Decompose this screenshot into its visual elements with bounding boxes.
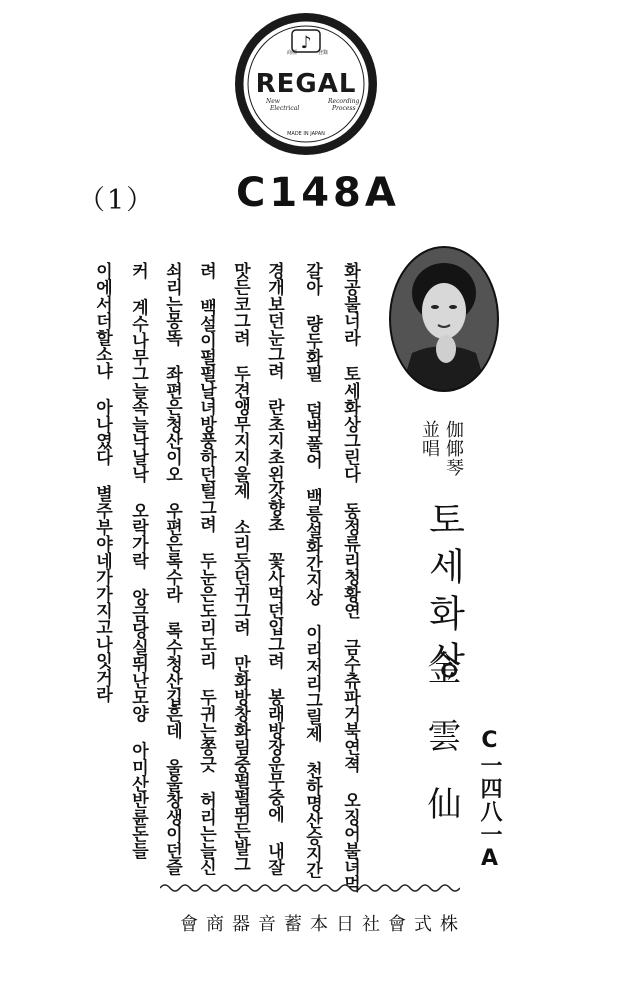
lyric-line: 커 계수나무그늘속늘낙날낙 오락가락 앙금당실뛰난모양 아미산반륜돈들 — [128, 262, 148, 859]
lyric-line: 경개보던눈그려 란초지초왼갓향초 꽃사먹던입그려 봉래방장운무중에 내잘 — [264, 262, 284, 876]
singer-portrait — [388, 245, 500, 393]
lyric-line: 화공불너라 토세화상그린다 동정류리청황연 금수츄파거북연젹 오징어불녀먹 — [340, 262, 360, 892]
svg-text:MADE IN JAPAN: MADE IN JAPAN — [287, 131, 325, 137]
lyric-line: 갈아 량두화필 덤벅풀어 백릉설화간지상 이리저리그릴제 천하명산승지간 — [302, 262, 322, 879]
wavy-divider — [160, 880, 460, 896]
catalog-number: C一四八一A — [477, 728, 502, 872]
svg-text:Process: Process — [332, 105, 356, 112]
page-number: （1） — [78, 185, 156, 216]
svg-text:New: New — [266, 98, 280, 105]
genre-label: 伽倻琴 — [443, 420, 464, 477]
company-name: 株式會社日本蓄音器商會 — [180, 914, 466, 935]
singer-name: 金雲仙 — [421, 650, 461, 854]
brand-name: REGAL — [255, 69, 357, 99]
lyric-line: 려 백설이펄펄날녀방풍하던털그려 두눈은도리도리 두귀는쫑긋 허리는늘신 — [196, 262, 216, 876]
lyric-line: 쇠리는몽똑 좌편은청산이오 우편은록수라 록수청산깁흔데 울울창생이던즐 — [162, 262, 182, 876]
catalog-title: C148A — [236, 170, 400, 216]
svg-text:♪: ♪ — [300, 33, 312, 53]
svg-text:Recording: Recording — [328, 98, 360, 105]
lyric-line: 맛든코그려 두견앵무지지울제 소리듯던귀그려 만화방창화림중펄펄뛰든발그 — [230, 262, 250, 873]
regal-record-label — [232, 10, 380, 158]
song-title: 토세화상 — [422, 500, 465, 688]
svg-text:Electrical: Electrical — [270, 105, 300, 112]
genre-label: 並唱 — [419, 420, 440, 458]
label-small-text: 登錄 — [318, 50, 329, 56]
lyric-line: 이에서더할소냐 아나였다 별주부야네가가지고나잇거라 — [92, 262, 112, 703]
label-small-text: 商標 — [287, 50, 298, 56]
